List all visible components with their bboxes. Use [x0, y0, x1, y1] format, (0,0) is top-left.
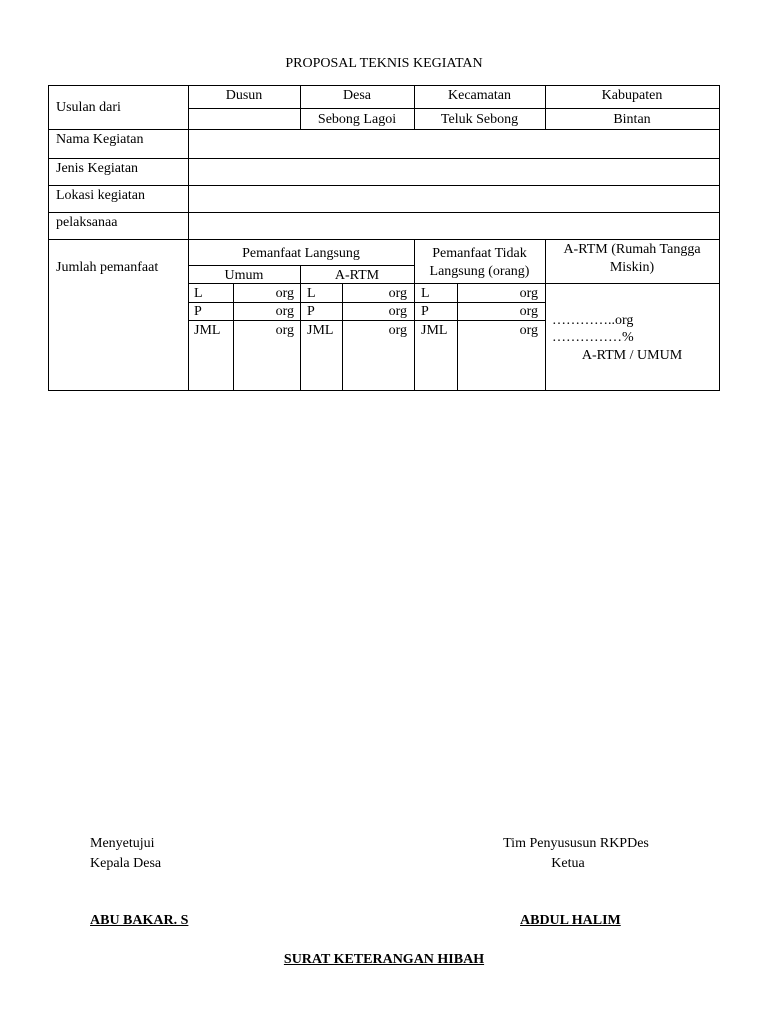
- umum-jml-unit: org: [275, 323, 294, 338]
- artm-p-unit: org: [388, 304, 407, 319]
- label-column-divider: [188, 85, 189, 391]
- artm-l-label: L: [307, 286, 316, 301]
- right-signature-name: ABDUL HALIM: [520, 913, 621, 928]
- usulan-label: Usulan dari: [56, 100, 121, 115]
- table-border-right: [719, 85, 720, 391]
- summary-org: …………..org: [552, 313, 634, 328]
- row-label-nama: Nama Kegiatan: [56, 132, 144, 147]
- left-signature-name: ABU BAKAR. S: [90, 913, 189, 928]
- left-signature-line-2: Kepala Desa: [90, 856, 162, 871]
- langsung-subheader-line: [188, 265, 415, 266]
- header-kecamatan: Kecamatan: [448, 88, 511, 103]
- artm-jml-label: JML: [307, 323, 334, 338]
- row-line-4: [48, 212, 720, 213]
- header-divider: [188, 108, 720, 109]
- right-signature-line-1: Tim Penyususun RKPDes: [503, 836, 649, 851]
- value-desa: Sebong Lagoi: [317, 112, 397, 127]
- tidak-jml-label: JML: [421, 323, 448, 338]
- tidak-p-label: P: [421, 304, 429, 319]
- header-desa: Desa: [343, 88, 371, 103]
- artm-p-label: P: [307, 304, 315, 319]
- summary-ratio: A-RTM / UMUM: [581, 348, 683, 363]
- left-signature-line-1: Menyetujui: [90, 836, 155, 851]
- summary-percent: ……………%: [552, 330, 634, 345]
- footer-title: SURAT KETERANGAN HIBAH: [283, 952, 485, 967]
- value-kecamatan: Teluk Sebong: [440, 112, 519, 127]
- right-signature-line-2: Ketua: [551, 856, 585, 871]
- artm-jml-unit: org: [388, 323, 407, 338]
- tidak-l-label: L: [421, 286, 430, 301]
- pemanfaat-langsung-header: Pemanfaat Langsung: [242, 246, 360, 261]
- row-line-1: [48, 129, 720, 130]
- tidak-p-unit: org: [519, 304, 538, 319]
- artm-header-2: Miskin): [609, 260, 655, 275]
- pemanfaat-label: Jumlah pemanfaat: [56, 260, 159, 275]
- artm-subheader: A-RTM: [334, 268, 380, 283]
- umum-l-label: L: [194, 286, 203, 301]
- umum-header: Umum: [224, 268, 264, 283]
- tidak-l-unit: org: [519, 286, 538, 301]
- row-line-5: [48, 239, 720, 240]
- header-dusun: Dusun: [225, 88, 263, 103]
- artm-header-1: A-RTM (Rumah Tangga: [563, 242, 701, 257]
- row-label-pelaksanaan: pelaksanaa: [56, 215, 118, 230]
- tidak-langsung-header-1: Pemanfaat Tidak: [432, 246, 527, 261]
- row-label-lokasi: Lokasi kegiatan: [56, 188, 146, 203]
- header-kabupaten: Kabupaten: [601, 88, 663, 103]
- artm-l-unit: org: [388, 286, 407, 301]
- tidak-langsung-header-2: Langsung (orang): [429, 264, 530, 279]
- row-line-2: [48, 158, 720, 159]
- count-row-line-2: [188, 320, 546, 321]
- tidak-jml-unit: org: [519, 323, 538, 338]
- umum-p-unit: org: [275, 304, 294, 319]
- table-border-left: [48, 85, 49, 391]
- table-border-top: [48, 85, 720, 86]
- row-label-jenis: Jenis Kegiatan: [56, 161, 139, 176]
- umum-l-unit: org: [275, 286, 294, 301]
- page-title: PROPOSAL TEKNIS KEGIATAN: [285, 56, 483, 71]
- umum-jml-label: JML: [194, 323, 221, 338]
- umum-p-label: P: [194, 304, 202, 319]
- table-border-bottom: [48, 390, 720, 391]
- value-kabupaten: Bintan: [613, 112, 651, 127]
- row-line-3: [48, 185, 720, 186]
